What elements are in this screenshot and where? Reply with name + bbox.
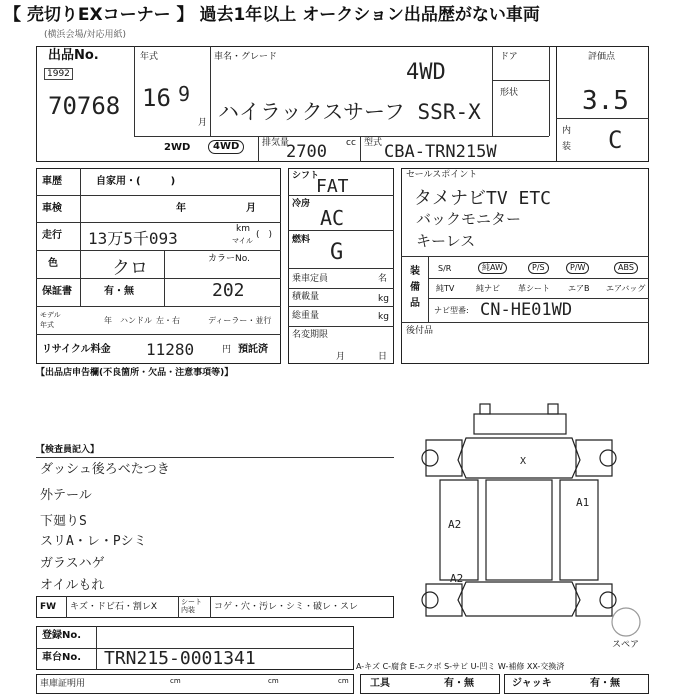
equip-sr: S/R [438,264,452,273]
mark-a2-left: A2 [448,518,462,531]
ac-label: 冷房 [292,199,311,209]
handle-label: ハンドル [120,316,152,325]
inspection-label: 車検 [42,203,62,214]
equip-pw: P/W [566,262,589,274]
damage-legend: A-キズ C-腐食 E-エクボ S-サビ U-凹ミ W-補修 XX-交換済 [356,662,565,671]
ac-value: AC [320,206,345,230]
score-label: 評価点 [588,52,616,62]
month-value: 9 [178,82,191,106]
warranty-label: 保証書 [42,286,72,297]
two-wd: 2WD [164,142,191,153]
navi-model-label: ナビ型番: [434,306,469,315]
month-unit: 月 [198,118,208,128]
interior-label-2: 装 [562,142,572,152]
color-value: クロ [112,258,148,279]
weight-label: 総重量 [292,311,320,321]
equip-label-3: 品 [410,298,420,309]
shift-label: シフト [292,171,320,181]
sales-point-2: バックモニター [416,210,522,228]
color-no-label: カラーNo. [208,254,250,264]
model-value: CBA-TRN215W [384,142,497,162]
fw-damage: キズ・ドビ石・割レX [70,602,157,612]
post-install-label: 後付品 [406,326,434,336]
sales-point-3: キーレス [416,232,476,250]
model-year-year: 年 [104,316,112,325]
load-label: 積載量 [292,292,320,302]
interior-value: C [608,126,623,154]
inspector-line-5: ガラスハゲ [40,556,105,571]
color-no-value: 202 [212,280,245,301]
sales-point-1: タメナビTV ETC [414,188,552,209]
seller-notes-label: 【出品店申告欄(不良箇所・欠品・注意事項等)】 [36,368,234,378]
handle-value: 左・右 [156,316,180,325]
equip-leather: 革シート [518,284,550,293]
model-year-l1: モデル [40,311,61,319]
seat-label: シート内装 [181,598,202,614]
inspection-year: 年 [176,203,186,214]
navi-model-value: CN-HE01WD [480,300,573,320]
lot-code: 1992 [44,68,73,80]
drive-handwritten: 4WD [406,60,446,85]
spare-label: スペア [612,640,640,650]
equip-aw: 純AW [478,262,507,274]
history-label: 車歴 [42,176,62,187]
inspector-label: 【検査員記入】 [36,445,100,455]
equip-label-2: 備 [410,282,420,293]
shift-value: FAT [316,176,349,197]
displacement-value: 2700 [286,142,327,162]
inspector-line-2: 外テール [40,488,92,503]
mark-a2-bottom: A2 [450,572,464,585]
recycle-unit: 円 [222,345,232,355]
mileage-value: 13万5千093 [88,229,178,248]
change-deadline-label: 名変期限 [292,330,329,340]
load-unit: kg [378,294,389,304]
tools-label: 工具 [370,678,390,689]
cert-cm-1: cm [170,677,181,685]
cc-unit: cc [346,138,356,148]
equip-abs: ABS [614,262,638,274]
seat-damage: コゲ・穴・汚レ・シミ・破レ・スレ [214,602,359,612]
mileage-km: km [236,224,250,234]
recycle-label: リサイクル料金 [42,344,111,355]
change-deadline-day: 日 [378,352,388,362]
mark-a1: A1 [576,496,590,509]
mileage-paren: ( ) [256,230,273,240]
warranty-value: 有・無 [104,286,134,297]
color-label: 色 [48,258,58,269]
fuel-label: 燃料 [292,235,311,245]
equip-airb: エアB [568,284,590,293]
banner-title: 【 売切りEXコーナー 】 過去1年以上 オークション出品歴がない車両 [4,5,540,25]
inspector-line-4: スリA・レ・Pシミ [40,534,147,549]
mileage-mile: マイル [232,237,253,245]
equip-airbag: エアバッグ [606,284,646,293]
cert-label: 車庫証明用 [40,679,86,689]
registration-label: 登録No. [42,630,82,641]
four-wd: 4WD [208,140,244,154]
year-label: 年式 [140,52,159,62]
equip-tv: 純TV [436,284,455,293]
car-name-value: ハイラックスサーフ SSR-X [218,100,481,124]
inspector-line-3: 下廻りS [40,514,87,529]
fuel-value: G [330,240,344,265]
fw-label: FW [40,602,57,612]
equip-ps: P/S [528,262,549,274]
change-deadline-month: 月 [336,352,346,362]
dealer-value: ディーラー・並行 [208,316,272,325]
jack-value: 有・無 [590,678,620,689]
interior-label-1: 内 [562,126,572,136]
recycle-value: 11280 [146,340,195,359]
lot-number: 70768 [48,92,121,120]
inspection-month: 月 [246,203,256,214]
score-value: 3.5 [582,86,629,116]
model-year-l2: 年式 [40,321,54,329]
capacity-unit: 名 [378,274,388,284]
jack-label: ジャッキ [512,678,552,689]
cert-cm-2: cm [268,677,279,685]
model-label: 型式 [364,138,383,148]
weight-unit: kg [378,312,389,322]
equip-label-1: 装 [410,266,420,277]
door-label: ドア [500,52,518,62]
lot-label: 出品No. [48,48,99,63]
mark-x: X [520,456,527,467]
inspector-line-6: オイルもれ [40,578,105,593]
capacity-label: 乗車定員 [292,274,329,284]
car-diagram [400,380,660,640]
chassis-label: 車台No. [42,652,82,663]
sales-points-label: セールスポイント [406,170,478,180]
top-note: (横浜会場/対応用紙) [44,30,127,40]
recycle-deposit: 預託済 [238,344,268,355]
car-name-label: 車名・グレード [214,52,278,62]
tools-value: 有・無 [444,678,474,689]
shape-label: 形状 [500,88,519,98]
cert-cm-3: cm [338,677,349,685]
displacement-label: 排気量 [262,138,290,148]
equip-navi: 純ナビ [476,284,500,293]
history-value: 自家用・( ) [96,176,176,187]
mileage-label: 走行 [42,230,62,241]
year-value: 16 [142,84,171,112]
chassis-value: TRN215-0001341 [104,648,256,669]
inspector-line-1: ダッシュ後ろベたつき [40,462,170,477]
